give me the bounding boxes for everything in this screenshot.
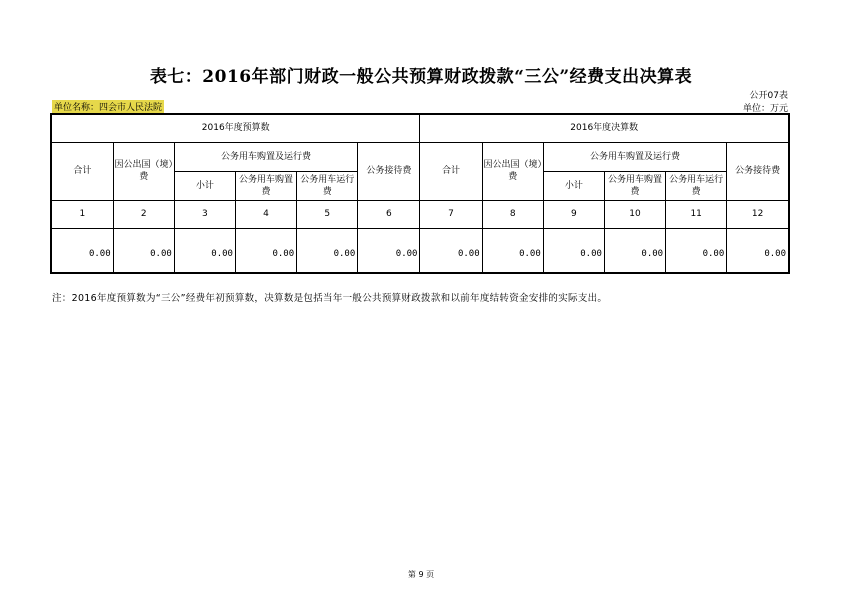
column-number: 12 [727,200,789,228]
column-number: 5 [297,200,358,228]
column-number-row [51,200,789,228]
column-number: 7 [420,200,482,228]
unit-name: 单位名称：四会市人民法院 [52,100,164,113]
page-title: 表七：2016年部门财政一般公共预算财政拨款“三公”经费支出决算表 [149,67,693,87]
table-row [51,228,789,273]
header-vehicle-purchase: 公务用车购置费 [604,171,665,200]
header-total: 合计 [420,142,482,200]
header-vehicle-group: 公务用车购置及运行费 [174,142,357,171]
value-cell: 0.00 [113,228,174,273]
value-cell: 0.00 [235,228,296,273]
form-number: 公开07表 [749,91,788,101]
header-abroad: 因公出国（境）费 [482,142,543,200]
column-number: 4 [235,200,296,228]
header-reception: 公务接待费 [358,142,420,200]
header-abroad: 因公出国（境）费 [113,142,174,200]
value-cell: 0.00 [482,228,543,273]
column-number: 2 [113,200,174,228]
value-cell: 0.00 [174,228,235,273]
final-group-header: 2016年度决算数 [420,114,789,142]
value-cell: 0.00 [727,228,789,273]
header-vehicle-operation: 公务用车运行费 [297,171,358,200]
currency-unit: 单位：万元 [742,104,788,114]
column-number: 3 [174,200,235,228]
column-number: 10 [604,200,665,228]
page-number: 第 9 页 [407,570,435,579]
value-cell: 0.00 [358,228,420,273]
header-total: 合计 [51,142,113,200]
value-cell: 0.00 [297,228,358,273]
budget-group-header: 2016年度预算数 [51,114,420,142]
header-vehicle-group: 公务用车购置及运行费 [543,142,726,171]
column-number: 9 [543,200,604,228]
header-subtotal: 小计 [543,171,604,200]
value-cell: 0.00 [51,228,113,273]
column-number: 11 [666,200,727,228]
header-reception: 公务接待费 [727,142,789,200]
value-cell: 0.00 [420,228,482,273]
column-number: 6 [358,200,420,228]
expenditure-table [50,113,790,274]
footnote: 注：2016年度预算数为“三公”经费年初预算数，决算数是包括当年一般公共预算财政拨款和以前年度结转资金安排的实际支出。 [52,293,608,304]
value-cell: 0.00 [604,228,665,273]
value-cell: 0.00 [543,228,604,273]
value-cell: 0.00 [666,228,727,273]
header-vehicle-operation: 公务用车运行费 [666,171,727,200]
header-vehicle-purchase: 公务用车购置费 [235,171,296,200]
column-number: 8 [482,200,543,228]
column-number: 1 [51,200,113,228]
header-subtotal: 小计 [174,171,235,200]
